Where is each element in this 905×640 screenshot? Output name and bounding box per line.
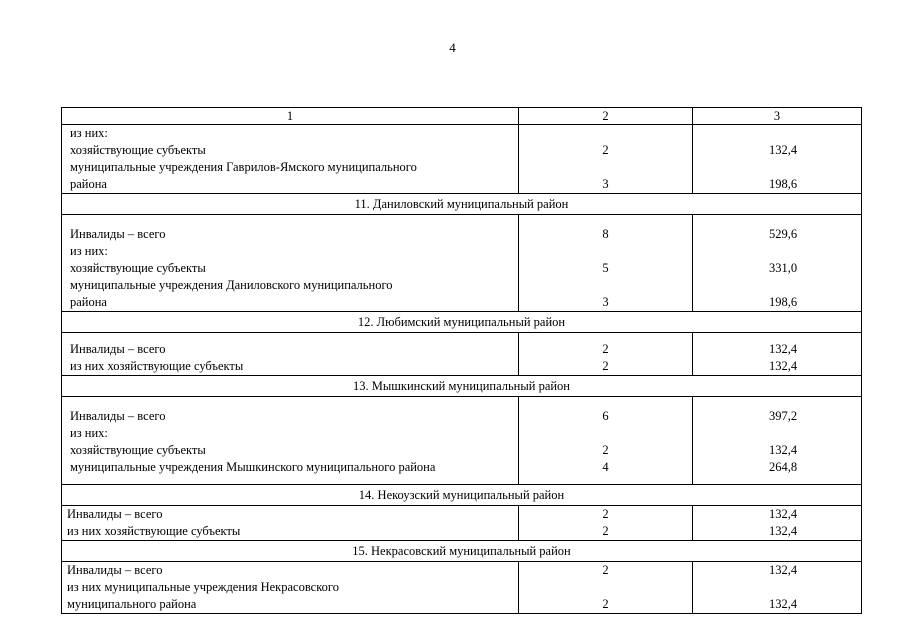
- table-row: [62, 506, 862, 541]
- row-label: хозяйствующие субъекты: [70, 261, 206, 275]
- amount-value: 132,4: [768, 443, 798, 457]
- section-heading-row: [62, 312, 862, 333]
- row-label: Инвалиды – всего: [67, 507, 163, 521]
- row-label-cell: [62, 333, 519, 376]
- count-value: 6: [602, 409, 609, 423]
- amount-value: 132,4: [768, 597, 798, 611]
- amount-cell: [693, 397, 862, 485]
- page-number: 4: [449, 40, 456, 55]
- row-label: Инвалиды – всего: [70, 227, 166, 241]
- row-label-cell: [62, 215, 519, 312]
- amount-cell: [693, 562, 862, 614]
- count-value: 2: [602, 597, 609, 611]
- section-title: 11. Даниловский муниципальный район: [62, 194, 862, 215]
- table-header-row: [62, 108, 862, 125]
- header-col-3: 3: [693, 108, 862, 125]
- row-label: из них:: [70, 426, 108, 440]
- count-value: [519, 243, 692, 260]
- row-label: Инвалиды – всего: [70, 409, 166, 423]
- amount-value: 331,0: [768, 261, 798, 275]
- count-value: 8: [602, 227, 609, 241]
- amount-value: 264,8: [768, 460, 798, 474]
- row-label: из них:: [70, 244, 108, 258]
- header-col-2: 2: [519, 108, 693, 125]
- section-heading-row: [62, 541, 862, 562]
- amount-value: [693, 425, 861, 442]
- row-label: муниципальные учреждения Гаврилов-Ямского муниципального: [70, 160, 417, 174]
- amount-value: [693, 125, 861, 142]
- count-cell: [519, 333, 693, 376]
- count-value: [519, 159, 692, 176]
- header-col-1: 1: [62, 108, 519, 125]
- amount-value: 397,2: [768, 409, 798, 423]
- section-title: 15. Некрасовский муниципальный район: [62, 541, 862, 562]
- row-label-cell: [62, 506, 519, 541]
- row-label: хозяйствующие субъекты: [70, 443, 206, 457]
- table-row: [62, 125, 862, 194]
- amount-value: 132,4: [768, 563, 798, 577]
- amount-cell: [693, 506, 862, 541]
- section-heading-row: [62, 194, 862, 215]
- amount-value: 132,4: [768, 524, 798, 538]
- row-label: из них:: [70, 126, 108, 140]
- count-value: 2: [602, 563, 609, 577]
- count-cell: [519, 215, 693, 312]
- row-label: хозяйствующие субъекты: [70, 143, 206, 157]
- row-label: муниципального района: [67, 597, 197, 611]
- row-label: из них хозяйствующие субъекты: [67, 524, 241, 538]
- row-label: Инвалиды – всего: [70, 342, 166, 356]
- count-value: 3: [602, 177, 609, 191]
- row-label: района: [70, 177, 107, 191]
- amount-value: [693, 277, 861, 294]
- row-label: Инвалиды – всего: [67, 563, 163, 577]
- count-cell: [519, 125, 693, 194]
- row-label-cell: [62, 125, 519, 194]
- amount-cell: [693, 215, 862, 312]
- table-row: [62, 333, 862, 376]
- table-row: [62, 397, 862, 485]
- count-cell: [519, 506, 693, 541]
- amount-value: 132,4: [768, 342, 798, 356]
- section-heading-row: [62, 376, 862, 397]
- amount-value: 132,4: [768, 359, 798, 373]
- amount-value: [693, 159, 861, 176]
- section-title: 14. Некоузский муниципальный район: [62, 485, 862, 506]
- row-label-cell: [62, 562, 519, 614]
- row-label: муниципальные учреждения Мышкинского муниципального района: [70, 460, 436, 474]
- row-label: из них муниципальные учреждения Некрасовского: [67, 580, 339, 594]
- row-label: района: [70, 295, 107, 309]
- count-value: 2: [602, 443, 609, 457]
- count-value: 2: [602, 359, 609, 373]
- row-label-cell: [62, 397, 519, 485]
- count-value: 2: [602, 524, 609, 538]
- amount-value: [693, 579, 861, 596]
- count-value: 2: [602, 342, 609, 356]
- count-cell: [519, 397, 693, 485]
- table-row: [62, 562, 862, 614]
- amount-value: [693, 243, 861, 260]
- amount-cell: [693, 333, 862, 376]
- count-cell: [519, 562, 693, 614]
- count-value: [519, 125, 692, 142]
- amount-value: 132,4: [768, 507, 798, 521]
- count-value: [519, 425, 692, 442]
- data-table: [61, 107, 862, 614]
- amount-cell: [693, 125, 862, 194]
- section-heading-row: [62, 485, 862, 506]
- amount-value: 132,4: [768, 143, 798, 157]
- count-value: [519, 277, 692, 294]
- count-value: [519, 579, 692, 596]
- count-value: 2: [602, 507, 609, 521]
- section-title: 13. Мышкинский муниципальный район: [62, 376, 862, 397]
- row-label: из них хозяйствующие субъекты: [70, 359, 244, 373]
- count-value: 4: [602, 460, 609, 474]
- row-label: муниципальные учреждения Даниловского муниципального: [70, 278, 393, 292]
- section-title: 12. Любимский муниципальный район: [62, 312, 862, 333]
- amount-value: 198,6: [768, 177, 798, 191]
- amount-value: 529,6: [768, 227, 798, 241]
- count-value: 5: [602, 261, 609, 275]
- amount-value: 198,6: [768, 295, 798, 309]
- count-value: 2: [602, 143, 609, 157]
- count-value: 3: [602, 295, 609, 309]
- table-row: [62, 215, 862, 312]
